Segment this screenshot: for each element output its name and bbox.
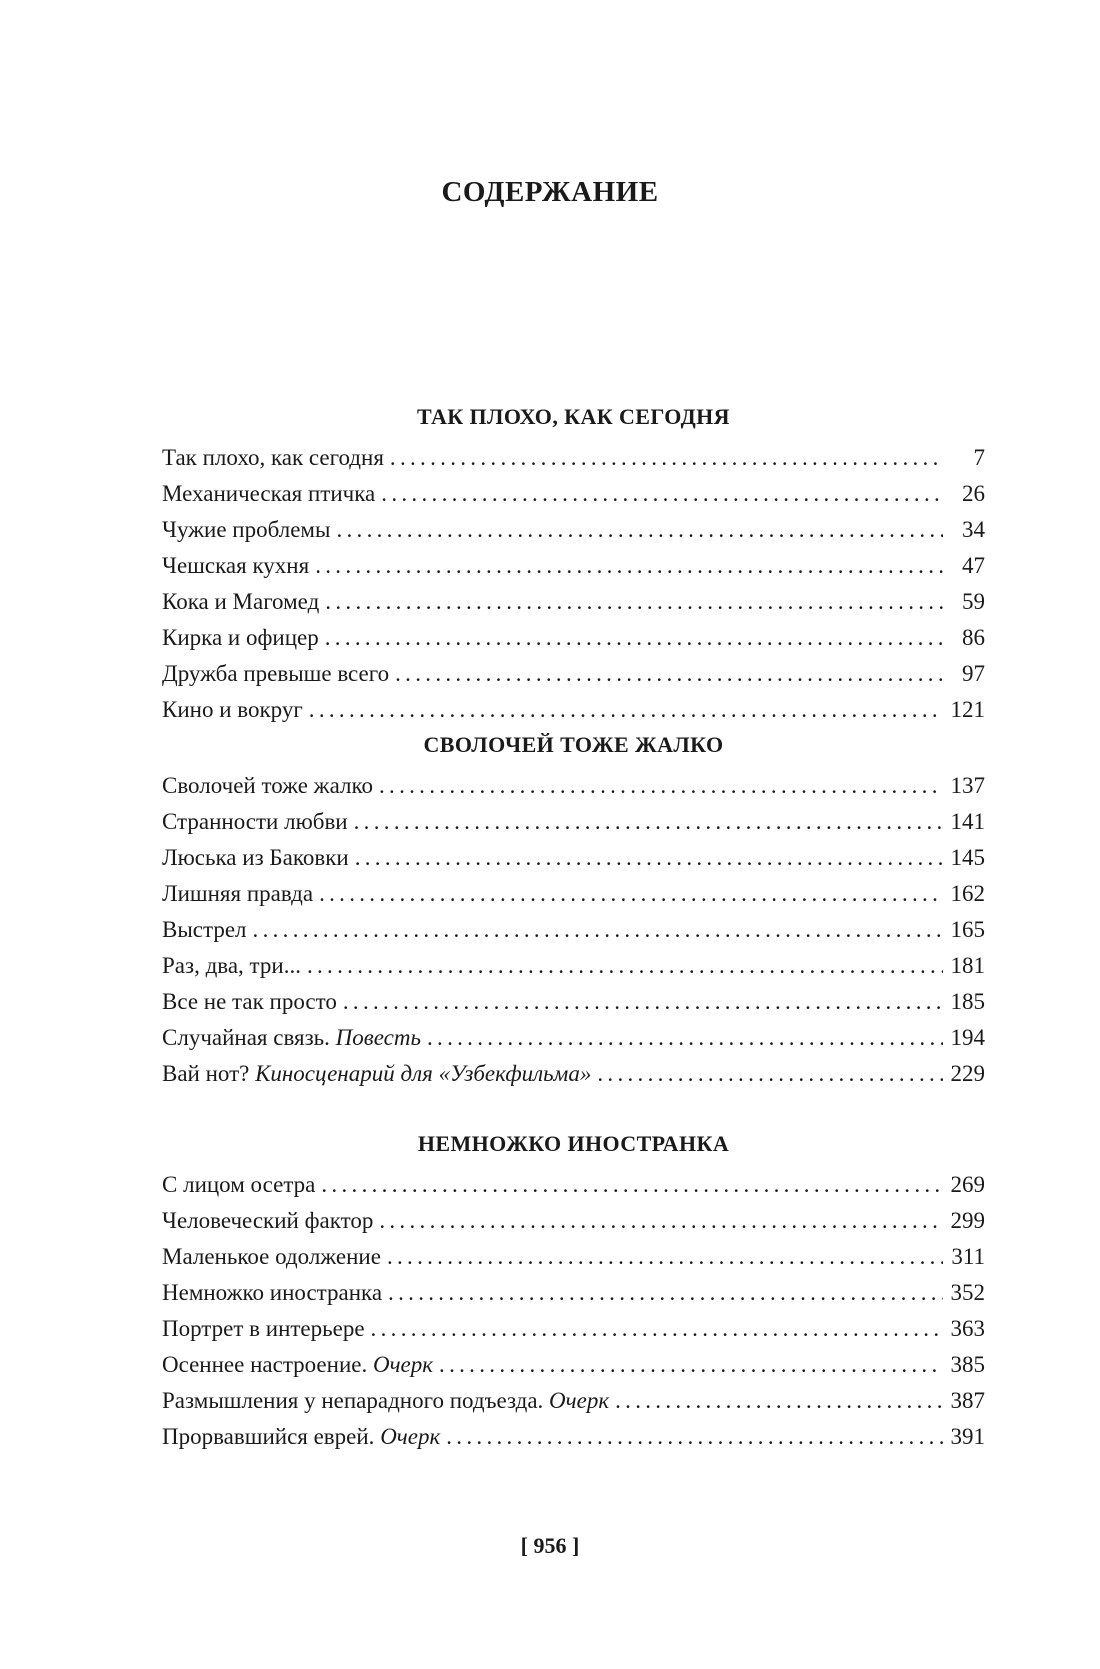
toc-entry (162, 1419, 985, 1455)
entry-genre: Очерк (549, 1388, 610, 1413)
toc-entry (162, 656, 985, 692)
toc-entry (162, 1311, 985, 1347)
toc-entry (162, 1239, 985, 1275)
entry-title-text: Так плохо, как сегодня (162, 445, 384, 470)
section-heading: НЕМНОЖКО ИНОСТРАНКА (417, 1131, 730, 1156)
entry-title (162, 1056, 591, 1092)
entry-page-number: 391 (950, 1424, 985, 1449)
entry-page-number: 47 (962, 553, 985, 578)
entry-title (162, 584, 319, 620)
toc-entry (162, 1383, 985, 1419)
section-heading: СВОЛОЧЕЙ ТОЖЕ ЖАЛКО (423, 732, 724, 757)
toc-section-1 (162, 400, 985, 728)
entry-title-text: Случайная связь. (162, 1025, 330, 1050)
entry-page-number: 194 (950, 1025, 985, 1050)
toc-section-3 (162, 1127, 985, 1455)
entry-title (162, 804, 348, 840)
dot-leader (336, 512, 943, 548)
entry-page-number: 299 (950, 1208, 985, 1233)
toc-entry (162, 476, 985, 512)
toc-entry (162, 804, 985, 840)
dot-leader (395, 656, 943, 692)
entry-page-number: 181 (950, 953, 985, 978)
toc-entry (162, 440, 985, 476)
toc-entry (162, 620, 985, 656)
dot-leader (355, 840, 943, 876)
entry-title (162, 1383, 609, 1419)
entry-page-number: 229 (950, 1061, 985, 1086)
entry-title (162, 476, 375, 512)
dot-leader (343, 984, 943, 1020)
toc-entry (162, 584, 985, 620)
entry-title (162, 656, 389, 692)
entry-page-number: 26 (962, 481, 985, 506)
dot-leader (439, 1347, 943, 1383)
entry-title (162, 912, 247, 948)
entry-page-number: 363 (950, 1316, 985, 1341)
entry-title-text: Кока и Магомед (162, 589, 320, 614)
entry-title (162, 1275, 382, 1311)
entry-title-text: Чешская кухня (162, 553, 310, 578)
entry-page-number: 59 (962, 589, 985, 614)
entry-title-text: Лишняя правда (162, 881, 314, 906)
toc-entry (162, 1056, 985, 1092)
entry-title-text: Странности любви (162, 809, 348, 834)
toc-entry (162, 692, 985, 728)
entry-title-text: Размышления у непарадного подъезда. (162, 1388, 544, 1413)
entry-title (162, 876, 313, 912)
entry-title-text: Выстрел (162, 917, 247, 942)
toc-entry (162, 1347, 985, 1383)
entry-page-number: 137 (950, 773, 985, 798)
entry-title (162, 620, 319, 656)
dot-leader (371, 1311, 943, 1347)
entry-title (162, 1419, 440, 1455)
dot-leader (427, 1020, 943, 1056)
entry-title-text: С лицом осетра (162, 1172, 316, 1197)
entry-title (162, 1311, 365, 1347)
entry-genre: Очерк (380, 1424, 441, 1449)
dot-leader (379, 768, 943, 804)
entry-title (162, 1020, 421, 1056)
entry-page-number: 165 (950, 917, 985, 942)
entry-page-number: 145 (950, 845, 985, 870)
entry-title (162, 1239, 381, 1275)
toc-entry (162, 1167, 985, 1203)
toc-entry (162, 512, 985, 548)
entry-page-number: 162 (950, 881, 985, 906)
dot-leader (319, 876, 943, 912)
dot-leader (325, 584, 943, 620)
dot-leader (253, 912, 943, 948)
entry-title-text: Портрет в интерьере (162, 1316, 365, 1341)
dot-leader (309, 692, 943, 728)
entry-title-text: Прорвавшийся еврей. (162, 1424, 375, 1449)
toc-entry (162, 876, 985, 912)
entry-title (162, 768, 373, 804)
toc-entry (162, 948, 985, 984)
entry-title-text: Чужие проблемы (162, 517, 331, 542)
toc-entry (162, 1203, 985, 1239)
toc-entry (162, 984, 985, 1020)
toc-section-2 (162, 728, 985, 1092)
entry-page-number: 352 (950, 1280, 985, 1305)
entry-title (162, 512, 330, 548)
dot-leader (321, 1167, 943, 1203)
dot-leader (315, 548, 943, 584)
section-heading: ТАК ПЛОХО, КАК СЕГОДНЯ (417, 404, 730, 429)
entry-title-text: Немножко иностранка (162, 1280, 383, 1305)
toc-entry (162, 840, 985, 876)
entry-page-number: 97 (962, 661, 985, 686)
entry-title (162, 984, 337, 1020)
entry-title (162, 692, 303, 728)
entry-title-text: Дружба превыше всего (162, 661, 390, 686)
dot-leader (446, 1419, 943, 1455)
dot-leader (597, 1056, 943, 1092)
page-number: [ 956 ] (520, 1533, 580, 1558)
entry-title (162, 548, 309, 584)
dot-leader (387, 1239, 943, 1275)
entry-title (162, 1203, 373, 1239)
entry-genre: Киносценарий для «Узбекфильма» (255, 1061, 592, 1086)
entry-page-number: 7 (973, 445, 985, 470)
entry-page-number: 385 (950, 1352, 985, 1377)
entry-page-number: 311 (951, 1244, 985, 1269)
entry-genre: Повесть (335, 1025, 421, 1050)
entry-title (162, 948, 301, 984)
entry-page-number: 34 (962, 517, 985, 542)
entry-page-number: 121 (950, 697, 985, 722)
dot-leader (388, 1275, 943, 1311)
toc-entry (162, 548, 985, 584)
toc-entry (162, 1275, 985, 1311)
dot-leader (307, 948, 943, 984)
toc-entry (162, 1020, 985, 1056)
entry-title-text: Маленькое одолжение (162, 1244, 381, 1269)
toc-entry (162, 912, 985, 948)
entry-genre: Очерк (372, 1352, 434, 1377)
entry-title-text: Механическая птичка (162, 481, 376, 506)
dot-leader (379, 1203, 943, 1239)
entry-page-number: 141 (950, 809, 985, 834)
entry-page-number: 387 (950, 1388, 985, 1413)
entry-page-number: 185 (950, 989, 985, 1014)
entry-title (162, 440, 384, 476)
dot-leader (381, 476, 943, 512)
entry-title-text: Кирка и офицер (162, 625, 319, 650)
entry-page-number: 86 (962, 625, 985, 650)
entry-title (162, 1347, 433, 1383)
entry-title-text: Человеческий фактор (162, 1208, 374, 1233)
entry-title-text: Осеннее настроение. (162, 1352, 368, 1377)
entry-title-text: Сволочей тоже жалко (162, 773, 373, 798)
page-title: СОДЕРЖАНИЕ (441, 176, 659, 208)
entry-title-text: Люська из Баковки (162, 845, 349, 870)
toc-entry (162, 768, 985, 804)
entry-title-text: Все не так просто (162, 989, 337, 1014)
entry-title-text: Вай нот? (162, 1061, 250, 1086)
dot-leader (615, 1383, 943, 1419)
dot-leader (390, 440, 943, 476)
dot-leader (325, 620, 943, 656)
entry-title (162, 840, 349, 876)
entry-title-text: Кино и вокруг (162, 697, 303, 722)
entry-page-number: 269 (950, 1172, 985, 1197)
entry-title (162, 1167, 315, 1203)
dot-leader (354, 804, 943, 840)
entry-title-text: Раз, два, три... (162, 953, 301, 978)
